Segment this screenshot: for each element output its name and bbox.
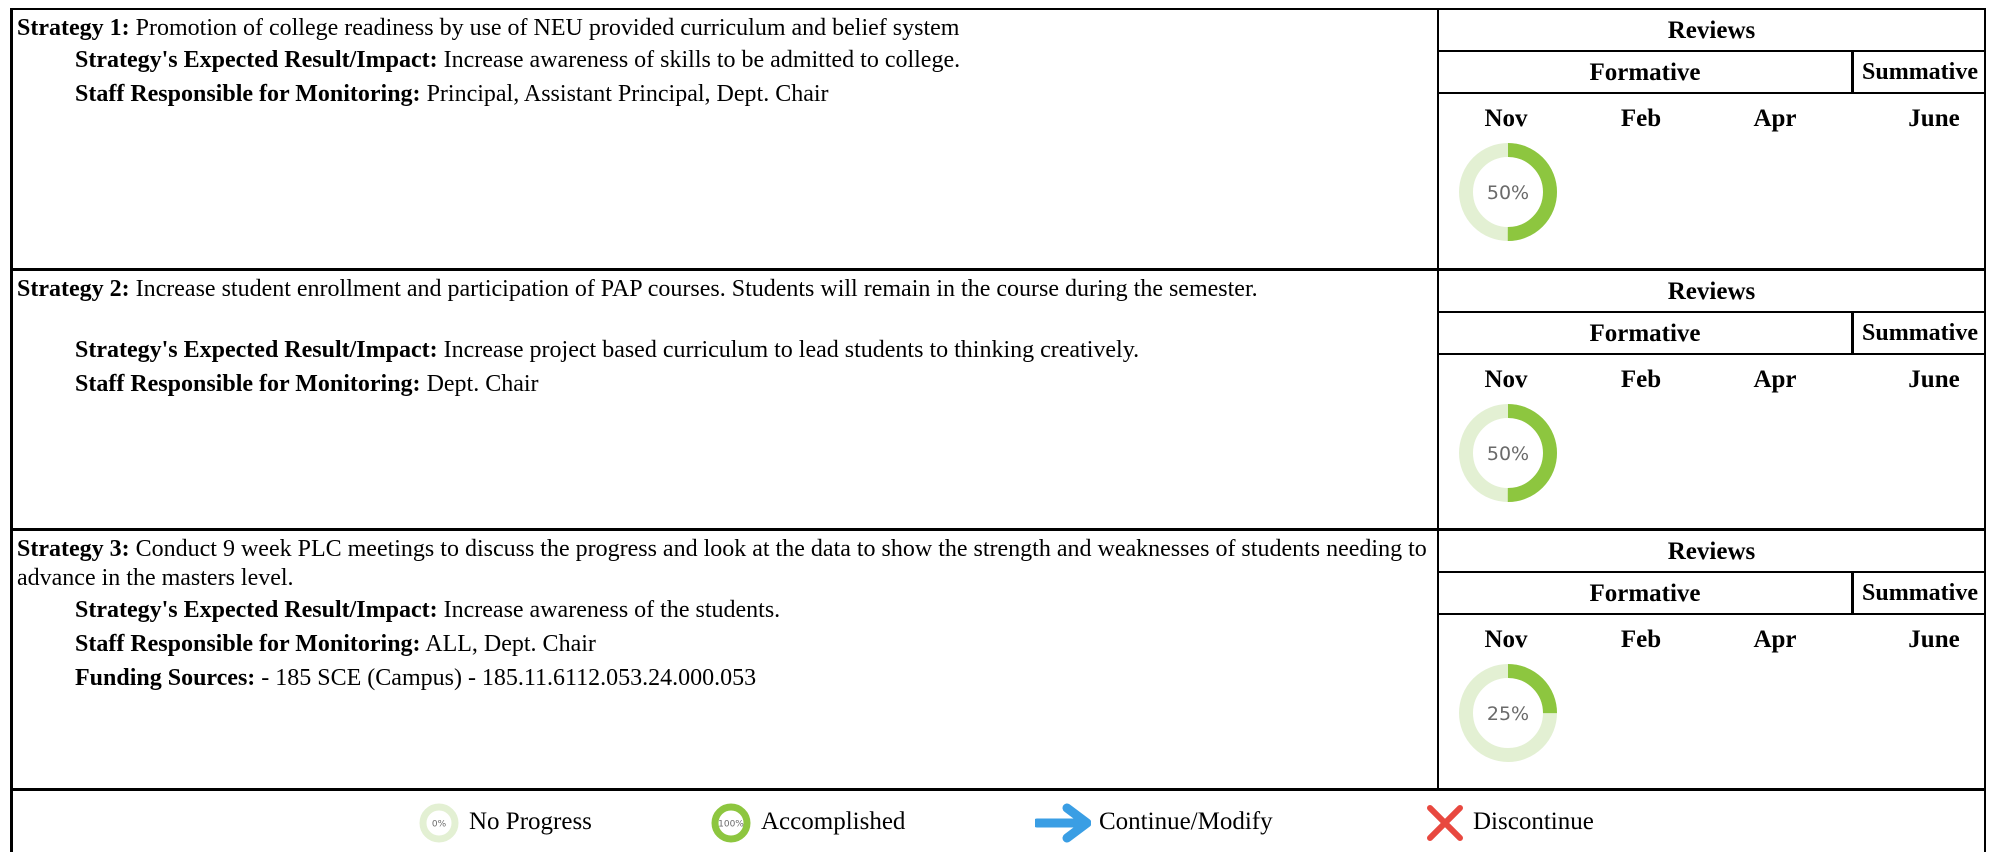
strategy-row <box>10 528 1986 788</box>
no-progress-icon-text: 0% <box>431 819 447 830</box>
reviews-title: Reviews <box>1439 531 1984 573</box>
strategy-detail <box>75 336 1139 365</box>
detail-label: Funding Sources: <box>75 665 256 691</box>
month-nov: Nov <box>1484 105 1528 132</box>
month-nov: Nov <box>1484 626 1528 653</box>
strategy-description <box>17 14 1433 43</box>
accomplished-icon-text: 100% <box>718 819 744 830</box>
month-feb: Feb <box>1620 366 1662 393</box>
month-apr: Apr <box>1753 626 1797 653</box>
strategy-detail <box>75 46 960 75</box>
strategy-detail <box>75 664 756 693</box>
strategy-detail <box>75 630 596 659</box>
detail-value: Increase awareness of the students. <box>443 597 781 623</box>
strategy-description-cell <box>13 531 1437 788</box>
strategy-detail <box>75 370 539 399</box>
nov-progress-gauge <box>1458 663 1558 763</box>
detail-value: Increase awareness of skills to be admitted to college. <box>443 47 961 73</box>
x-mark-icon <box>1425 803 1465 843</box>
detail-label: Staff Responsible for Monitoring: <box>75 631 421 657</box>
detail-label: Staff Responsible for Monitoring: <box>75 81 421 107</box>
accomplished-icon <box>711 803 751 843</box>
month-apr: Apr <box>1753 105 1797 132</box>
formative-header: Formative <box>1439 52 1851 94</box>
month-june: June <box>1908 105 1960 132</box>
progress-percent-label: 25% <box>1486 703 1530 725</box>
formative-header: Formative <box>1439 573 1851 615</box>
detail-label: Strategy's Expected Result/Impact: <box>75 597 438 623</box>
arrow-right-icon <box>1035 803 1091 843</box>
no-progress-icon <box>419 803 459 843</box>
reviews-panel <box>1437 10 1986 268</box>
detail-value: ALL, Dept. Chair <box>425 631 596 657</box>
strategy-description <box>17 275 1433 304</box>
strategy-row <box>10 8 1986 268</box>
legend-label-accomplished: Accomplished <box>761 808 906 835</box>
strategy-description-cell <box>13 271 1437 528</box>
strategy-description <box>17 535 1433 593</box>
formative-header: Formative <box>1439 313 1851 355</box>
reviews-panel <box>1437 271 1986 528</box>
legend-label-discontinue: Discontinue <box>1473 808 1594 835</box>
strategy-detail <box>75 80 829 109</box>
strategy-text: Promotion of college readiness by use of NEU provided curriculum and belief system <box>135 15 960 41</box>
strategy-label: Strategy 3: <box>17 536 130 562</box>
detail-label: Strategy's Expected Result/Impact: <box>75 47 438 73</box>
progress-percent-label: 50% <box>1486 182 1530 204</box>
legend <box>10 788 1986 852</box>
nov-progress-gauge <box>1458 142 1558 242</box>
summative-header: Summative <box>1851 573 1986 615</box>
detail-value: Dept. Chair <box>426 371 539 397</box>
strategy-text: Increase student enrollment and participation of PAP courses. Students will remain in the course during the semester. <box>135 276 1258 302</box>
legend-label-continue-modify: Continue/Modify <box>1099 808 1273 835</box>
reviews-title: Reviews <box>1439 10 1984 52</box>
strategy-description-cell <box>13 10 1437 268</box>
month-apr: Apr <box>1753 366 1797 393</box>
month-nov: Nov <box>1484 366 1528 393</box>
strategy-label: Strategy 1: <box>17 15 130 41</box>
reviews-panel <box>1437 531 1986 788</box>
strategy-label: Strategy 2: <box>17 276 130 302</box>
month-june: June <box>1908 626 1960 653</box>
legend-label-no-progress: No Progress <box>469 808 592 835</box>
summative-header: Summative <box>1851 313 1986 355</box>
month-feb: Feb <box>1620 626 1662 653</box>
strategy-row <box>10 268 1986 528</box>
nov-progress-gauge <box>1458 403 1558 503</box>
month-feb: Feb <box>1620 105 1662 132</box>
strategy-detail <box>75 596 780 625</box>
detail-label: Strategy's Expected Result/Impact: <box>75 337 438 363</box>
reviews-title: Reviews <box>1439 271 1984 313</box>
detail-label: Staff Responsible for Monitoring: <box>75 371 421 397</box>
strategy-table <box>10 8 1986 788</box>
detail-value: - 185 SCE (Campus) - 185.11.6112.053.24.000.053 <box>261 665 757 691</box>
strategy-text: Conduct 9 week PLC meetings to discuss the progress and look at the data to show the strength and weaknesses of students needing to advance in the masters level. <box>17 536 1427 591</box>
detail-value: Principal, Assistant Principal, Dept. Chair <box>426 81 829 107</box>
summative-header: Summative <box>1851 52 1986 94</box>
progress-percent-label: 50% <box>1486 443 1530 465</box>
month-june: June <box>1908 366 1960 393</box>
detail-value: Increase project based curriculum to lead students to thinking creatively. <box>443 337 1140 363</box>
